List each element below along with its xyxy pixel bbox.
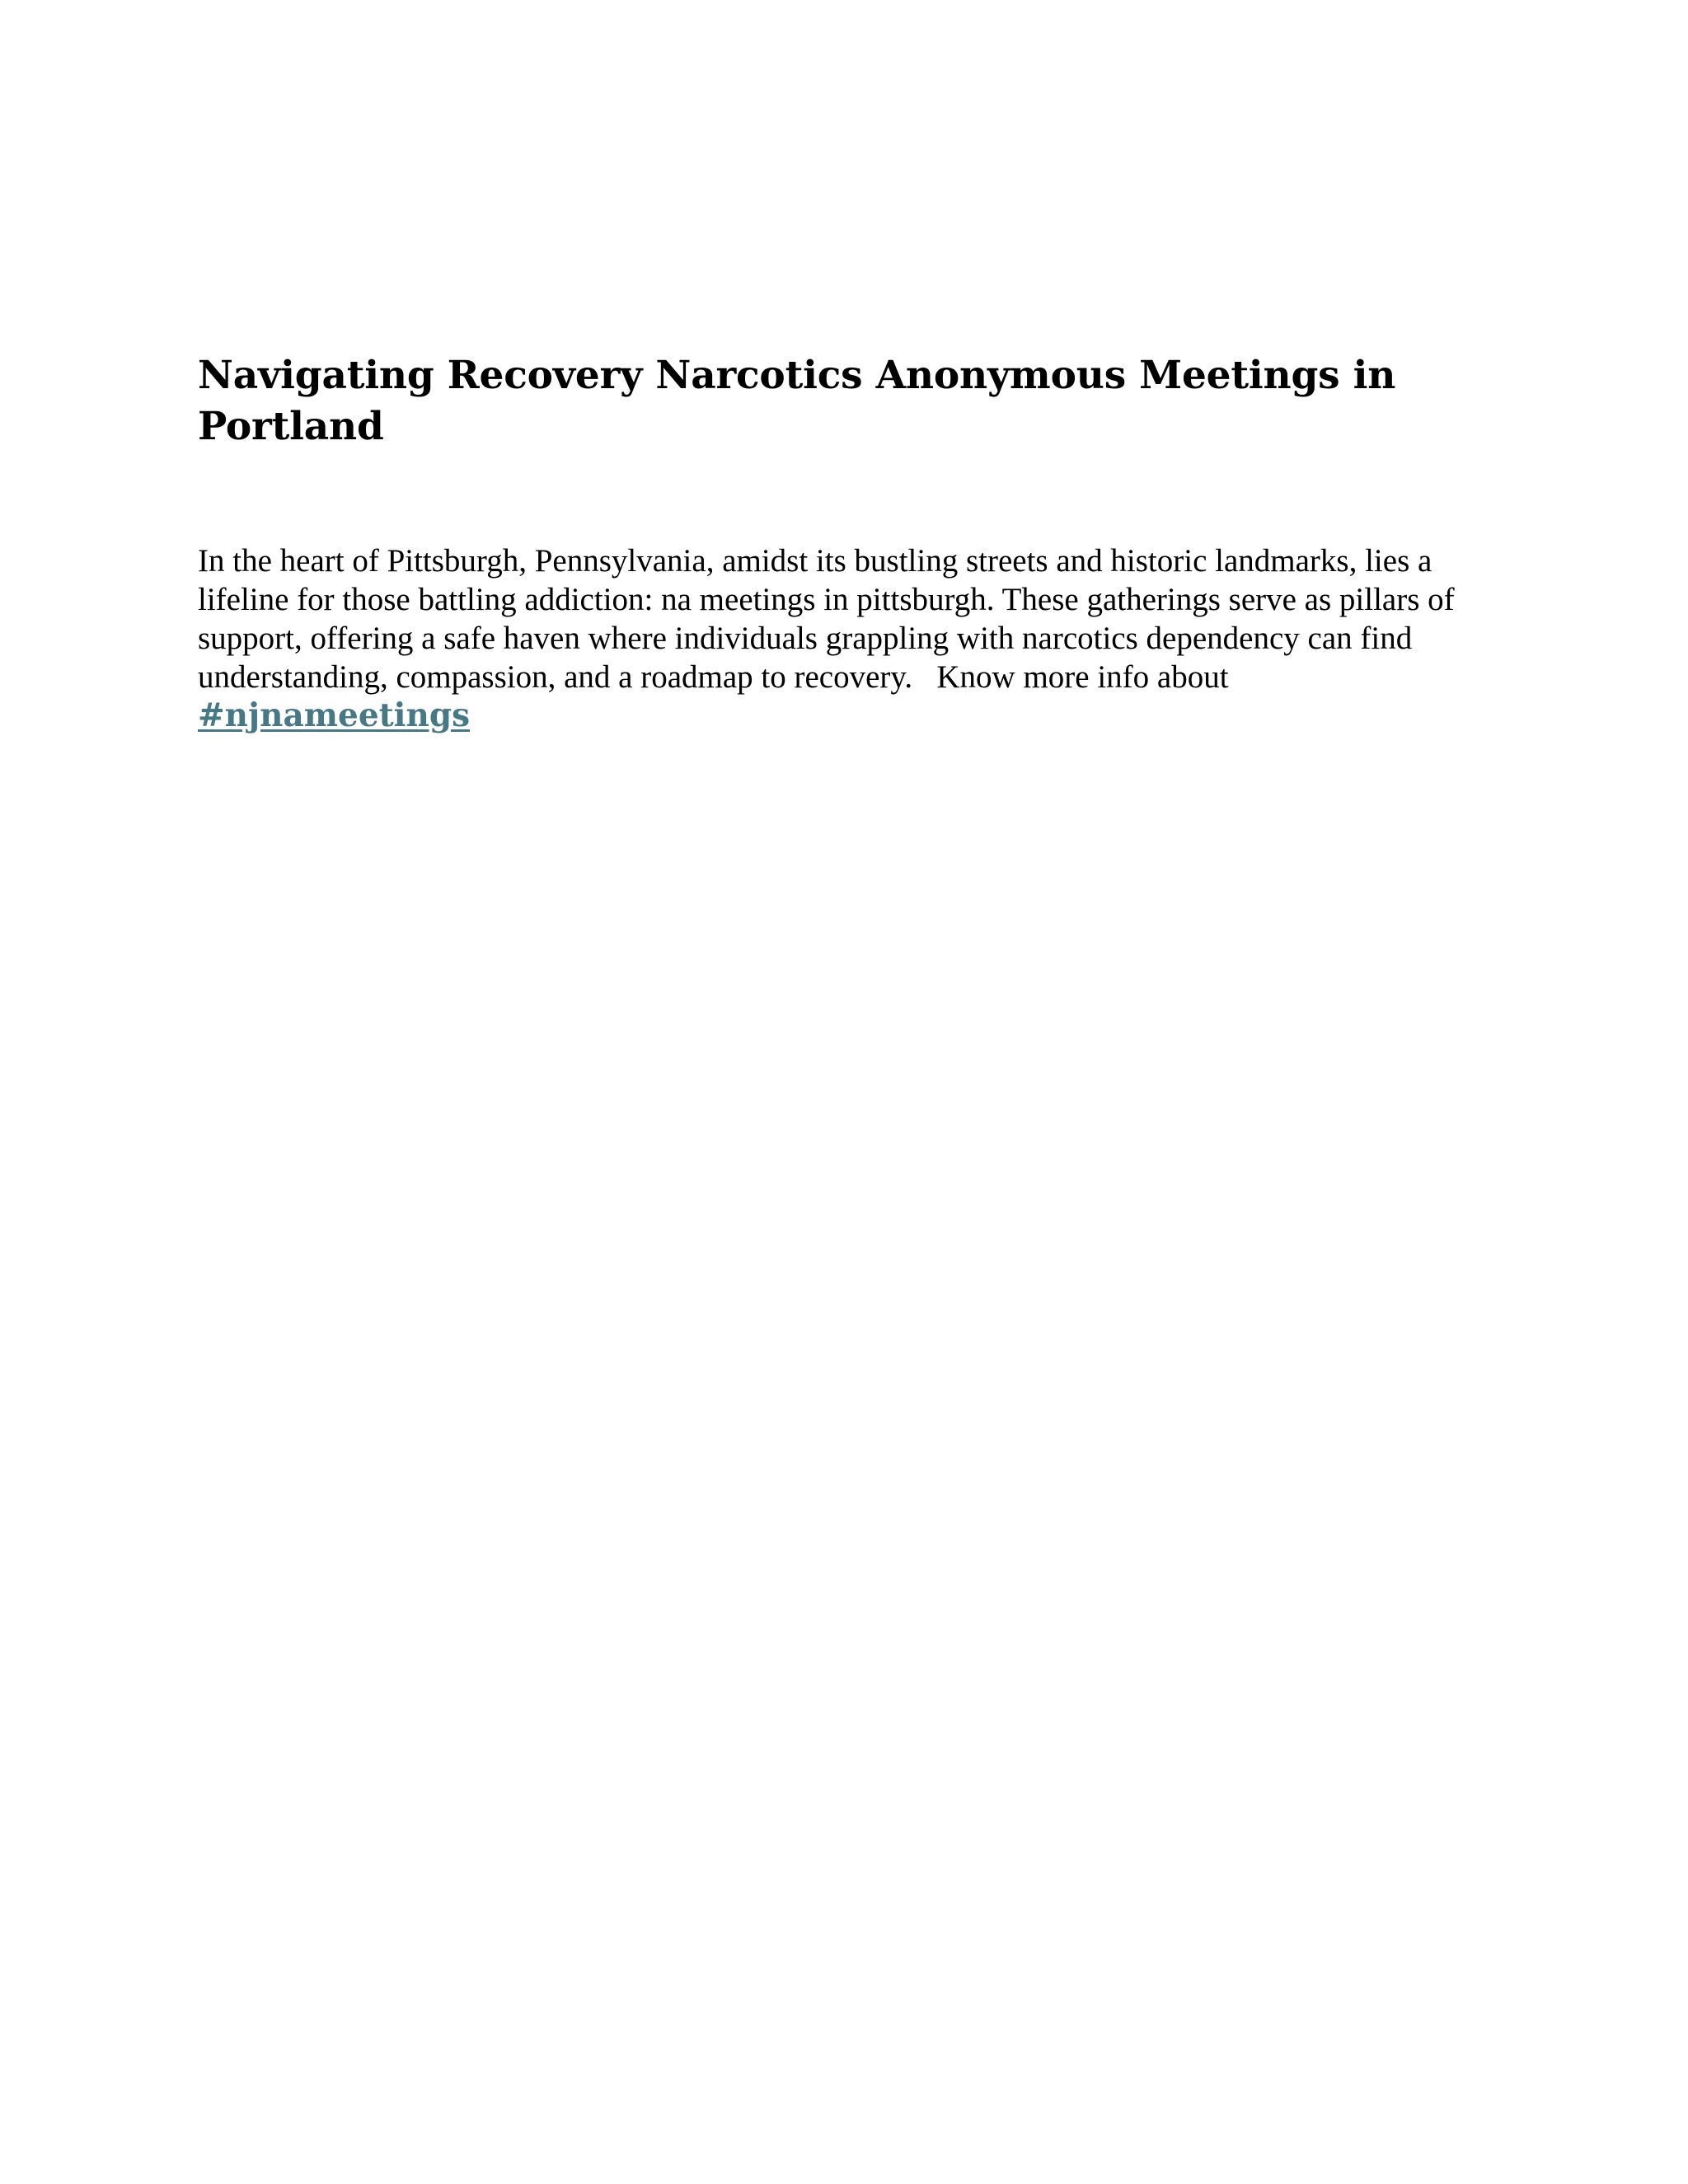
document-content (198, 350, 1500, 735)
document-title: Navigating Recovery Narcotics Anonymous Meetings in Portland (198, 353, 1396, 449)
body-paragraph (198, 541, 1500, 735)
body-paragraph-text: In the heart of Pittsburgh, Pennsylvania, amidst its bustling streets and historic landmarks, lies a lifeline for those battling addiction: na meetings in pittsburgh. These gatherings serve as pillars of support, offering a safe haven where individuals grappling with narcotics dependency can find understanding, compassion, and a roadmap to recovery. Know more info about (198, 543, 1463, 695)
njnameetings-link[interactable]: #njnameetings (198, 696, 471, 734)
